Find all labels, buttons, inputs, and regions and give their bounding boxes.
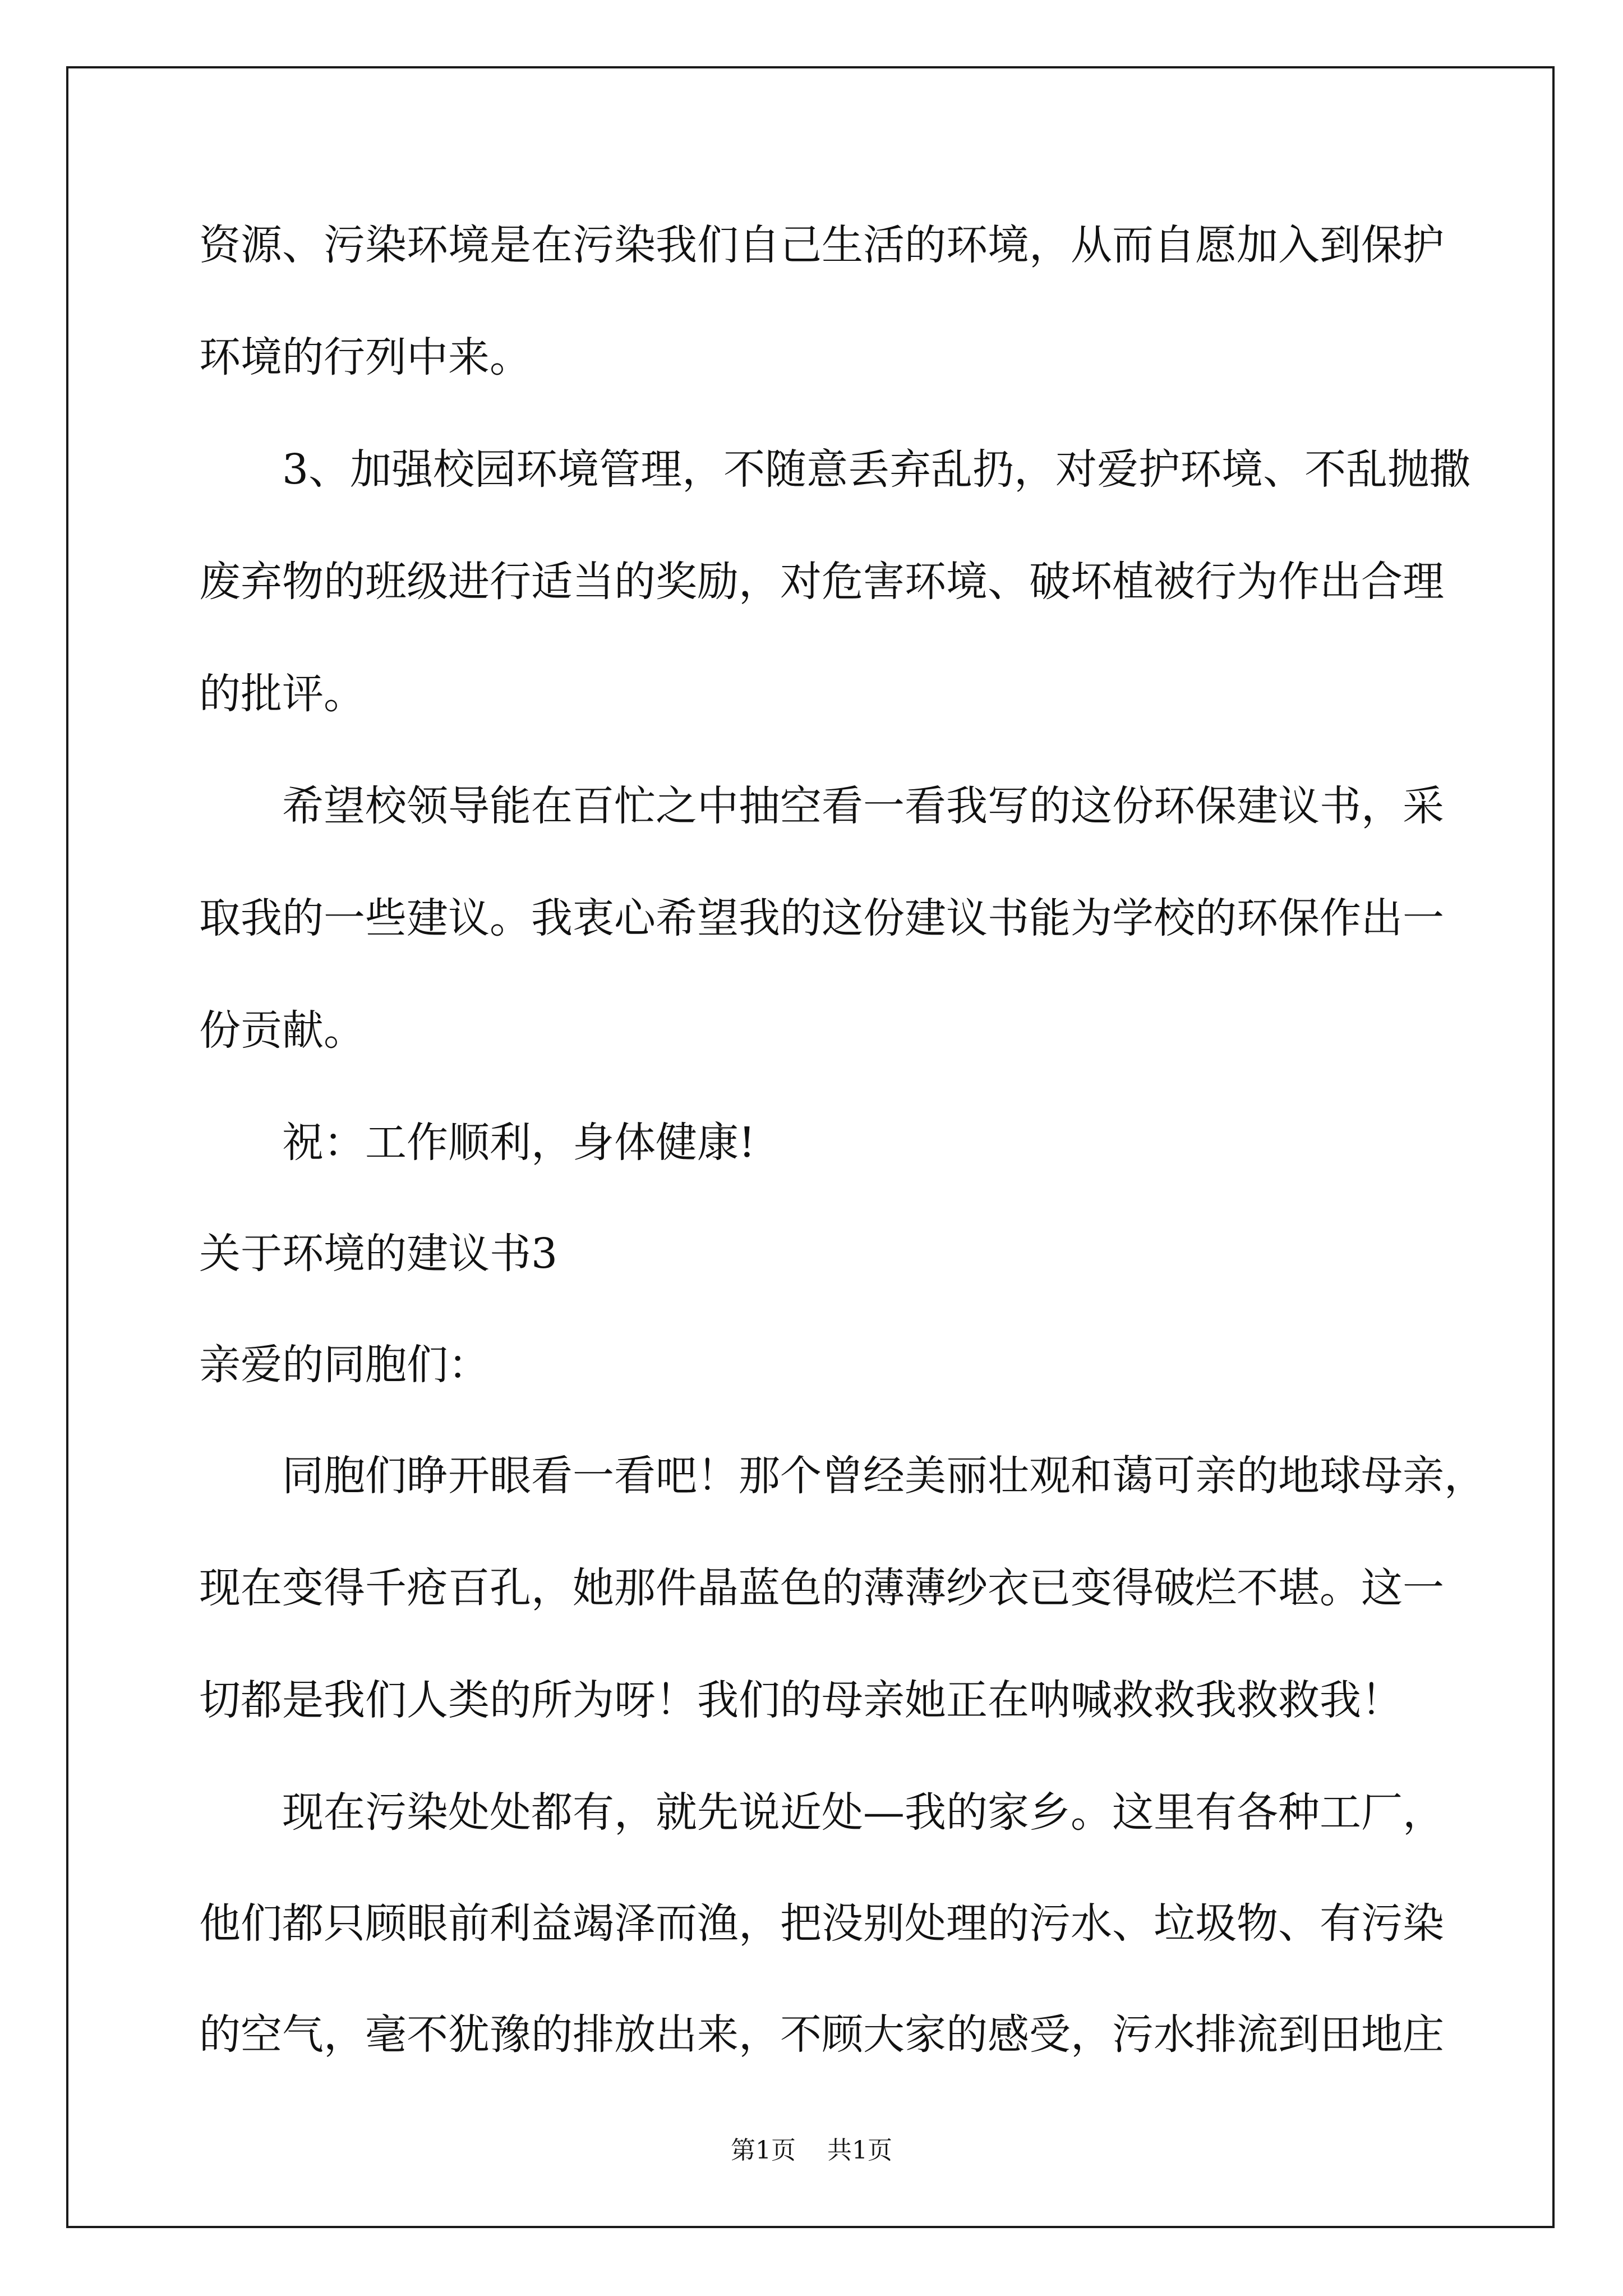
page-total: 共1页 [827, 2136, 892, 2165]
text-line: 取我的一些建议。我衷心希望我的这份建议书能为学校的环保作出一 [199, 894, 1444, 942]
text-line: 资源、污染环境是在污染我们自己生活的环境，从而自愿加入到保护 [199, 221, 1444, 269]
text-line: 他们都只顾眼前利益竭泽而渔，把没别处理的污水、垃圾物、有污染 [199, 1899, 1444, 1948]
salutation: 亲爱的同胞们： [199, 1341, 490, 1389]
text-line: 现在变得千疮百孔，她那件晶蓝色的薄薄纱衣已变得破烂不堪。这一 [199, 1564, 1444, 1612]
text-line: 希望校领导能在百忙之中抽空看一看我写的这份环保建议书，采 [282, 782, 1444, 830]
text-line: 3、加强校园环境管理，不随意丢弃乱扔，对爱护环境、不乱抛撒 [282, 445, 1471, 494]
text-line: 现在污染处处都有，就先说近处—我的家乡。这里有各种工厂， [282, 1788, 1444, 1837]
text-line: 祝：工作顺利，身体健康! [282, 1119, 755, 1167]
text-line: 份贡献。 [199, 1006, 365, 1055]
text-line: 同胞们睁开眼看一看吧！那个曾经美丽壮观和蔼可亲的地球母亲， [282, 1452, 1486, 1500]
text-line: 切都是我们人类的所为呀！我们的母亲她正在呐喊救救我救救我！ [199, 1676, 1403, 1724]
page-number: 第1页 [731, 2136, 796, 2165]
section-heading: 关于环境的建议书3 [199, 1230, 558, 1278]
text-line: 的空气，毫不犹豫的排放出来，不顾大家的感受，污水排流到田地庄 [199, 2010, 1444, 2059]
text-line: 的批评。 [199, 670, 365, 718]
text-line: 环境的行列中来。 [199, 333, 531, 381]
page-footer [0, 2130, 1623, 2166]
text-line: 废弃物的班级进行适当的奖励，对危害环境、破坏植被行为作出合理 [199, 558, 1444, 606]
